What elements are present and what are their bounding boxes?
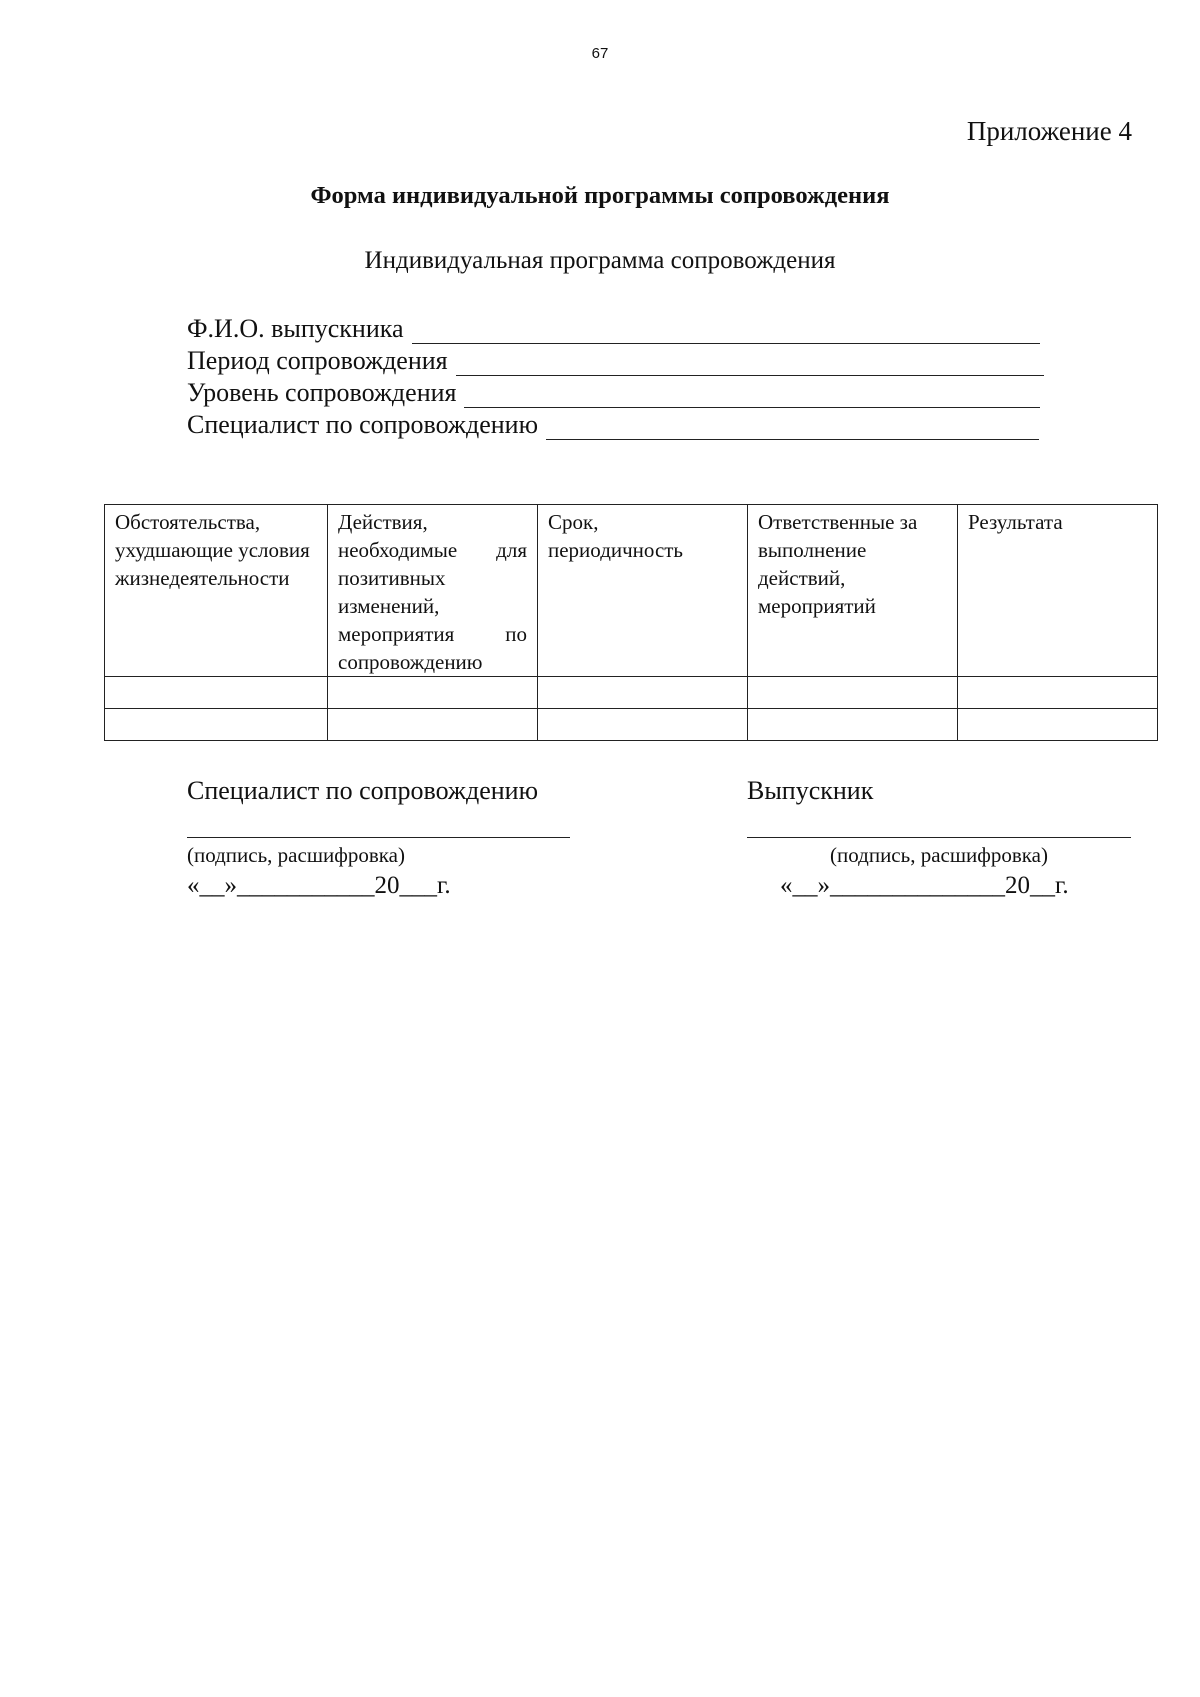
table-cell[interactable] — [958, 677, 1158, 709]
graduate-date-line[interactable]: «__»______________20__г. — [780, 872, 1069, 899]
table-cell[interactable] — [748, 709, 958, 741]
header-result: Результата — [958, 505, 1158, 677]
table-row — [105, 709, 1158, 741]
appendix-label: Приложение 4 — [966, 116, 1132, 146]
graduate-name-field — [187, 312, 1040, 344]
header-period: Срок, периодичность — [538, 505, 748, 677]
graduate-name-label: Ф.И.О. выпускника — [187, 314, 404, 343]
support-specialist-line[interactable] — [546, 417, 1039, 440]
header-actions: Действия, необходимые для позитивных изменений, мероприятия по сопровождению — [328, 505, 538, 677]
graduate-signature-title: Выпускник — [747, 776, 874, 805]
table-header-row — [105, 505, 1158, 677]
document-subtitle: Индивидуальная программа сопровождения — [364, 247, 836, 274]
table-cell[interactable] — [105, 677, 328, 709]
support-specialist-field — [187, 408, 1039, 440]
page-number: 67 — [591, 45, 609, 62]
table-cell[interactable] — [538, 709, 748, 741]
specialist-signature-line[interactable] — [187, 837, 570, 838]
table-cell[interactable] — [538, 677, 748, 709]
graduate-signature-line[interactable] — [747, 837, 1131, 838]
graduate-name-line[interactable] — [412, 321, 1040, 344]
table-cell[interactable] — [958, 709, 1158, 741]
support-period-label: Период сопровождения — [187, 346, 448, 375]
table-cell[interactable] — [328, 677, 538, 709]
form-title: Форма индивидуальной программы сопровождения — [310, 182, 890, 209]
table-cell[interactable] — [748, 677, 958, 709]
support-level-line[interactable] — [464, 385, 1040, 408]
support-level-field — [187, 376, 1040, 408]
table-row — [105, 677, 1158, 709]
support-specialist-label: Специалист по сопровождению — [187, 410, 538, 439]
specialist-date-line[interactable]: «__»___________20___г. — [187, 872, 451, 899]
support-level-label: Уровень сопровождения — [187, 378, 457, 407]
header-circumstances: Обстоятельства, ухудшающие условия жизнедеятельности — [105, 505, 328, 677]
specialist-signature-caption: (подпись, расшифровка) — [187, 843, 405, 867]
graduate-signature-caption: (подпись, расшифровка) — [830, 843, 1048, 867]
header-responsible: Ответственные за выполнение действий, мероприятий — [748, 505, 958, 677]
support-program-table — [104, 504, 1158, 741]
support-period-line[interactable] — [456, 353, 1044, 376]
support-period-field — [187, 344, 1044, 376]
table-cell[interactable] — [105, 709, 328, 741]
table-cell[interactable] — [328, 709, 538, 741]
specialist-signature-title: Специалист по сопровождению — [187, 776, 538, 805]
